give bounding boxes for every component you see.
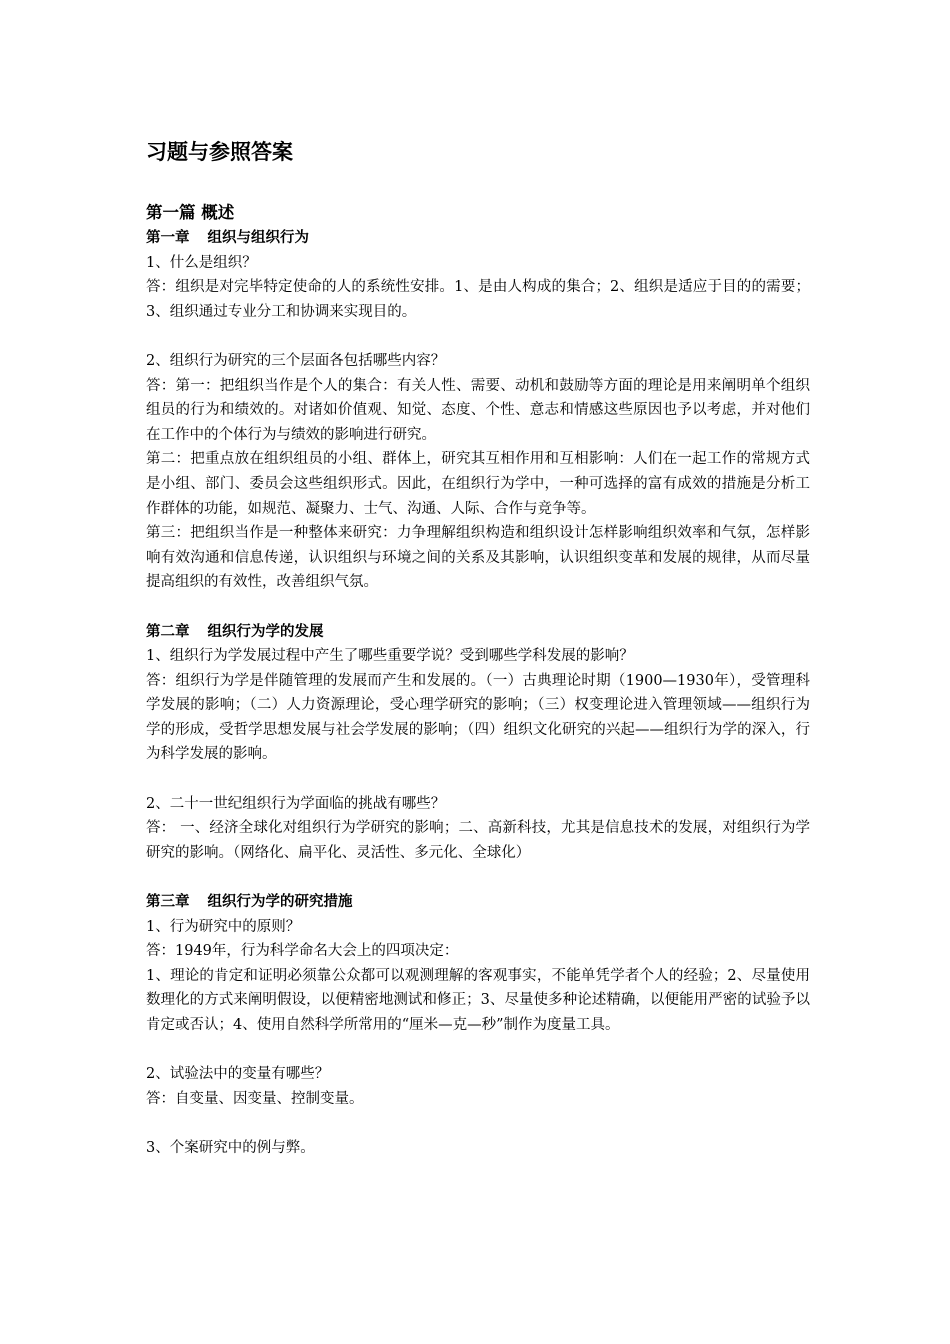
chapter-title bbox=[146, 620, 810, 645]
chapter-number: 第二章 bbox=[146, 623, 190, 640]
answer: 答：自变量、因变量、控制变量。 bbox=[146, 1090, 364, 1107]
part-title: 第一篇 概述 bbox=[146, 203, 235, 222]
question: 1、什么是组织？ bbox=[146, 254, 257, 271]
question: 1、组织行为学发展过程中产生了哪些重要学说？受到哪些学科发展的影响？ bbox=[146, 648, 634, 665]
document-body bbox=[146, 200, 810, 1161]
chapter-name: 组织与组织行为 bbox=[207, 230, 309, 246]
answer: 第三：把组织当作是一种整体来研究：力争理解组织构造和组织设计怎样影响组织效率和气氛，怎样影响有效沟通和信息传递，认识组织与环境之间的关系及其影响，认识组织变革和发展的规律，从而尽量提高组织的有效性，改善组织气氛。 bbox=[146, 525, 810, 591]
chapter-number: 第三章 bbox=[146, 894, 190, 911]
chapter-title bbox=[146, 226, 810, 251]
chapter-3 bbox=[146, 890, 810, 1161]
chapter-name: 组织行为学的发展 bbox=[207, 623, 324, 640]
chapter-name: 组织行为学的研究措施 bbox=[207, 894, 353, 911]
answer: 答：第一：把组织当作是个人的集合：有关人性、需要、动机和鼓励等方面的理论是用来阐明单个组织组员的行为和绩效的。对诸如价值观、知觉、态度、个性、意志和情感这些原因也予以考虑，并对他们在工作中的个体行为与绩效的影响进行研究。 bbox=[146, 377, 810, 443]
answer: 答：组织行为学是伴随管理的发展而产生和发展的。（一）古典理论时期（1900—1930年），受管理科学发展的影响；（二）人力资源理论，受心理学研究的影响；（三）权变理论进入管理领域——组织行为学的形成，受哲学思想发展与社会学发展的影响；（四）组织文化研究的兴起——组织行为学的深入，行为科学发展的影响。 bbox=[146, 672, 810, 763]
question: 2、试验法中的变量有哪些？ bbox=[146, 1066, 330, 1083]
question: 1、行为研究中的原则？ bbox=[146, 918, 301, 935]
question: 3、个案研究中的例与弊。 bbox=[146, 1139, 315, 1156]
answer: 答： 一、经济全球化对组织行为学研究的影响；二、高新科技，尤其是信息技术的发展，对组织行为学研究的影响。（网络化、扁平化、灵活性、多元化、全球化） bbox=[146, 820, 810, 861]
answer: 1、理论的肯定和证明必须靠公众都可以观测理解的客观事实，不能单凭学者个人的经验；2、尽量使用数理化的方式来阐明假设，以便精密地测试和修正；3、尽量使多种论述精确，以便能用严密的试验予以肯定或否认；4、使用自然科学所常用的“厘米—克—秒”制作为度量工具。 bbox=[146, 967, 810, 1033]
chapter-number: 第一章 bbox=[146, 230, 190, 246]
question: 2、二十一世纪组织行为学面临的挑战有哪些？ bbox=[146, 795, 446, 812]
document-title: 习题与参照答案 bbox=[146, 140, 293, 164]
answer: 答：1949年，行为科学命名大会上的四项决定： bbox=[146, 943, 459, 960]
chapter-title bbox=[146, 890, 810, 915]
answer: 答：组织是对完毕特定使命的人的系统性安排。1、是由人构成的集合；2、组织是适应于目的的需要；3、组织通过专业分工和协调来实现目的。 bbox=[146, 279, 810, 320]
answer: 第二：把重点放在组织组员的小组、群体上，研究其互相作用和互相影响：人们在一起工作的常规方式是小组、部门、委员会这些组织形式。因此，在组织行为学中，一种可选择的富有成效的措施是分析工作群体的功能，如规范、凝聚力、士气、沟通、人际、合作与竞争等。 bbox=[146, 451, 810, 517]
chapter-1 bbox=[146, 226, 810, 620]
chapter-2 bbox=[146, 620, 810, 891]
question: 2、组织行为研究的三个层面各包括哪些内容？ bbox=[146, 352, 446, 369]
